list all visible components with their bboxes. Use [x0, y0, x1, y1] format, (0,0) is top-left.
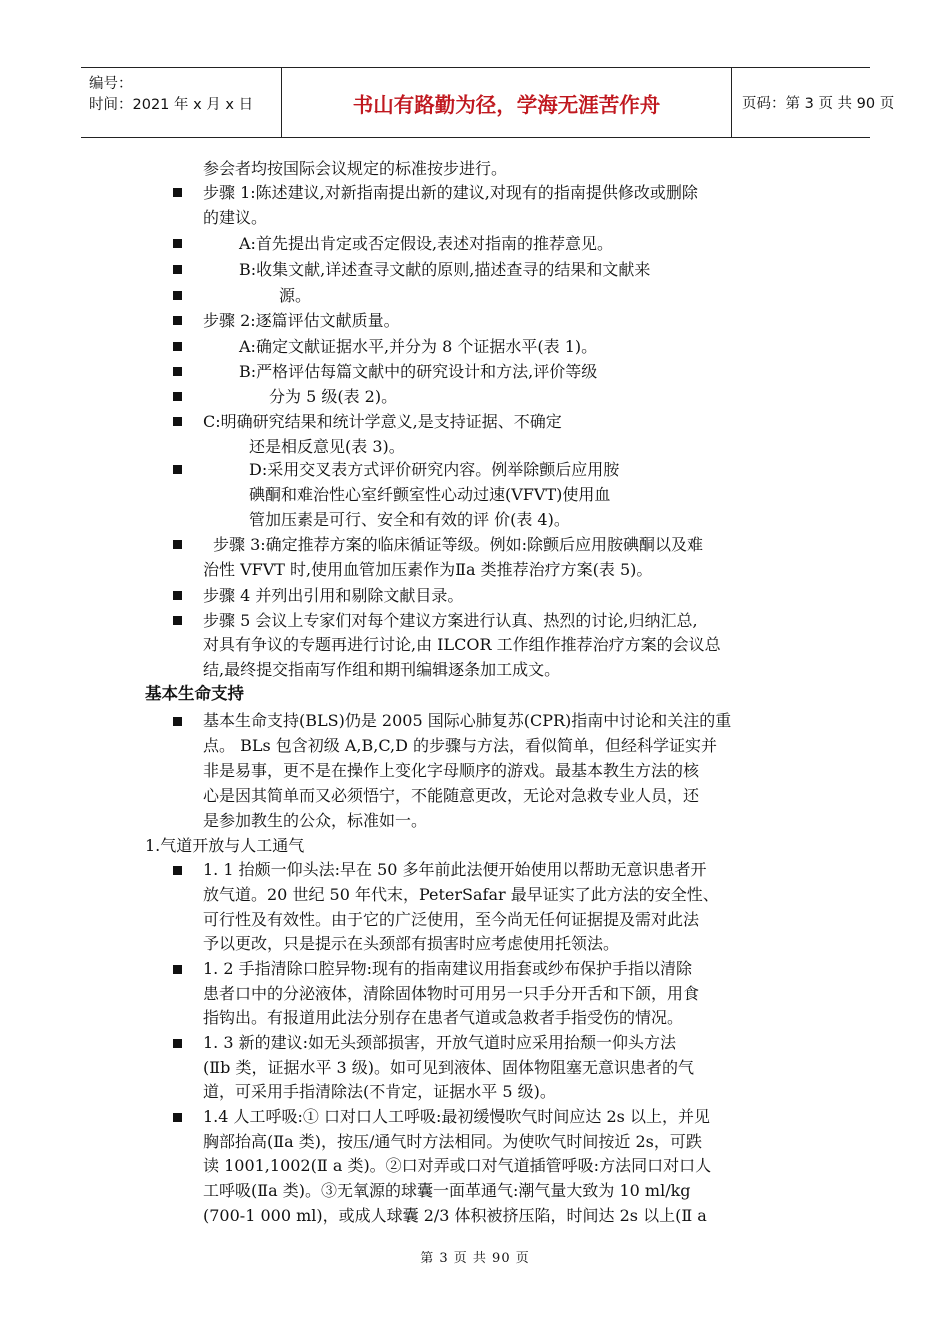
subsection-heading: 1.气道开放与人工通气	[145, 836, 305, 855]
text-line: 步骤 1:陈述建议,对新指南提出新的建议,对现有的指南提供修改或删除	[203, 183, 698, 202]
bullet-marker	[173, 188, 182, 197]
bullet-marker	[173, 866, 182, 875]
text-line: 点。 BLs 包含初级 A,B,C,D 的步骤与方法，看似简单，但经科学证实并	[203, 736, 718, 755]
section-heading-bls: 基本生命支持	[145, 684, 244, 703]
text-line: 步骤 4 并列出引用和剔除文献目录。	[203, 586, 464, 605]
text-line: 放气道。20 世纪 50 年代末，PeterSafar 最早证实了此方法的安全性、	[203, 885, 719, 904]
text-line: 道，可采用手指清除法(不肯定，证据水平 5 级)。	[203, 1082, 556, 1101]
text-line: 指钩出。有报道用此法分别存在患者气道或急救者手指受伤的情况。	[203, 1008, 684, 1027]
bullet-marker	[173, 717, 182, 726]
text-line: 1. 3 新的建议:如无头颈部损害，开放气道时应采用抬颓一仰头方法	[203, 1033, 677, 1052]
page-header	[81, 67, 895, 138]
text-line: (Ⅱb 类，证据水平 3 级)。如可见到液体、固体物阻塞无意识患者的气	[203, 1058, 695, 1077]
text-line: 步骤 3:确定推荐方案的临床循证等级。例如:除颤后应用胺碘酮以及难	[213, 535, 704, 554]
text-line: 分为 5 级(表 2)。	[269, 387, 398, 406]
bullet-marker	[173, 465, 182, 474]
text-line: 是参加教生的公众，标准如一。	[203, 811, 428, 830]
bullet-marker	[173, 1039, 182, 1048]
text-line: 心是因其简单而又必须悟宁，不能随意更改，无论对急救专业人员，还	[203, 786, 700, 805]
bullet-marker	[173, 342, 182, 351]
text-line: 非是易事，更不是在操作上变化字母顺序的游戏。最基本教生方法的核	[203, 761, 700, 780]
text-line: D:采用交叉表方式评价研究内容。例举除颤后应用胺	[249, 460, 620, 479]
header-motto: 书山有路勤为径，学海无涯苦作舟	[282, 68, 732, 137]
document-number: 编号：	[89, 76, 133, 92]
header-meta	[81, 68, 282, 137]
text-line: 予以更改，只是提示在头颈部有损害时应考虑使用托领法。	[203, 934, 620, 953]
bullet-marker	[173, 392, 182, 401]
bullet-marker	[173, 367, 182, 376]
bullet-marker	[173, 316, 182, 325]
text-line: 碘酮和难治性心室纤颤室性心动过速(VFVT)使用血	[249, 485, 611, 504]
page-footer: 第 3 页 共 90 页	[420, 1251, 530, 1266]
bullet-marker	[173, 417, 182, 426]
text-line: 读 1001,1002(Ⅱ a 类)。②口对弄或口对气道插管呼吸:方法同口对口人	[203, 1156, 712, 1175]
text-line: 胸部抬高(Ⅱa 类)，按压/通气时方法相同。为使吹气时间按近 2s，可跌	[203, 1132, 702, 1151]
text-line: B:收集文献,详述查寻文献的原则,描述查寻的结果和文献来	[239, 260, 651, 279]
bullet-marker	[173, 965, 182, 974]
text-line: 基本生命支持(BLS)仍是 2005 国际心肺复苏(CPR)指南中讨论和关注的重	[203, 711, 732, 730]
text-line: 1. 1 抬颇一仰头法:早在 50 多年前此法便开始使用以帮助无意识患者开	[203, 860, 707, 879]
text-line: 治性 VFVT 时,使用血管加压素作为Ⅱa 类推荐治疗方案(表 5)。	[203, 560, 653, 579]
bullet-marker	[173, 265, 182, 274]
bullet-marker	[173, 591, 182, 600]
text-line: 还是相反意见(表 3)。	[249, 437, 405, 456]
text-line: 步骤 2:逐篇评估文献质量。	[203, 311, 400, 330]
header-page-info: 页码：第 3 页 共 90 页	[742, 96, 895, 112]
text-line: 参会者均按国际会议规定的标准按步进行。	[203, 159, 508, 178]
text-line: 1.4 人工呼吸:① 口对口人工呼吸:最初缓慢吹气时间应达 2s 以上，并见	[203, 1107, 710, 1126]
text-line: 工呼吸(Ⅱa 类)。③无氧源的球囊一面革通气:潮气量大致为 10 ml/kg	[203, 1181, 691, 1200]
text-line: A:首先提出肯定或否定假设,表述对指南的推荐意见。	[239, 234, 614, 253]
text-line: 管加压素是可行、安全和有效的评 价(表 4)。	[249, 510, 570, 529]
text-line: B:严格评估每篇文献中的研究设计和方法,评价等级	[239, 362, 598, 381]
text-line: 患者口中的分泌液体，清除固体物时可用另一只手分开舌和下颌，用食	[203, 984, 700, 1003]
text-line: 对具有争议的专题再进行讨论,由 ILCOR 工作组作推荐治疗方案的会议总	[203, 635, 721, 654]
text-line: (700-1 000 ml)，或成人球囊 2/3 体积被挤压陷，时间达 2s 以上(Ⅱ a	[203, 1206, 707, 1225]
text-line: 结,最终提交指南写作组和期刊编辑逐条加工成文。	[203, 660, 561, 679]
bullet-marker	[173, 540, 182, 549]
text-line: 可行性及有效性。由于它的广泛使用，至今尚无任何证据提及需对此法	[203, 910, 700, 929]
document-date: 时间：2021 年 x 月 x 日	[89, 97, 254, 113]
bullet-marker	[173, 239, 182, 248]
text-line: 源。	[279, 286, 312, 305]
bullet-marker	[173, 1113, 182, 1122]
bullet-marker	[173, 291, 182, 300]
text-line: C:明确研究结果和统计学意义,是支持证据、不确定	[203, 412, 562, 431]
text-line: 的建议。	[203, 208, 268, 227]
text-line: A:确定文献证据水平,并分为 8 个证据水平(表 1)。	[239, 337, 598, 356]
text-line: 步骤 5 会议上专家们对每个建议方案进行认真、热烈的讨论,归纳汇总,	[203, 611, 698, 630]
bullet-marker	[173, 616, 182, 625]
text-line: 1. 2 手指清除口腔异物:现有的指南建议用指套或纱布保护手指以清除	[203, 959, 693, 978]
